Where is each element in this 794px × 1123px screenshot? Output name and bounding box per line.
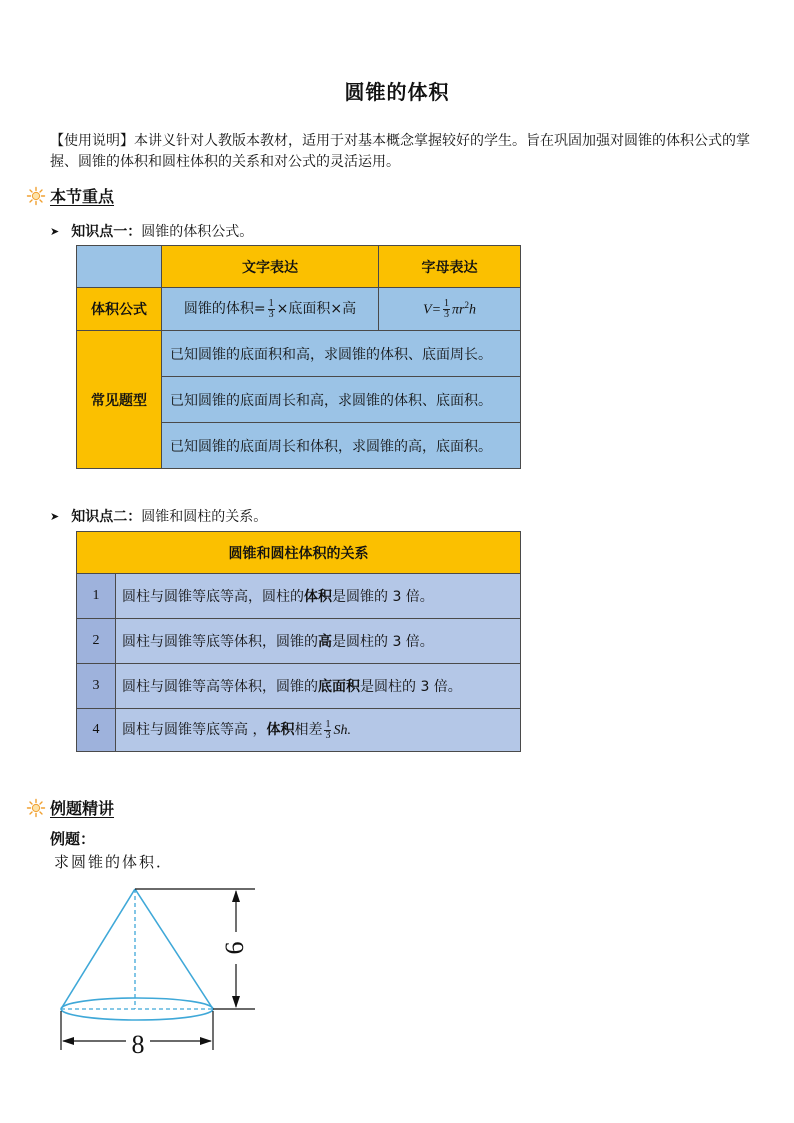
section-examples — [26, 796, 114, 819]
point-text: 圆锥和圆柱的关系。 — [141, 509, 268, 525]
knowledge-point-1 — [50, 221, 253, 241]
relation-text: 圆柱与圆锥等高等体积，圆锥的 — [122, 679, 318, 695]
row-label-formula: 体积公式 — [77, 288, 162, 331]
question-type-item: 已知圆锥的底面周长和体积，求圆锥的高，底面积。 — [162, 423, 521, 469]
cone-base-back — [61, 998, 213, 1009]
header-text-expression: 文字表达 — [162, 246, 379, 288]
relation-text: 是圆柱的 3 倍。 — [360, 679, 462, 695]
row-label-question-types: 常见题型 — [77, 331, 162, 469]
section-title: 本节重点 — [50, 187, 115, 206]
fraction-denominator: 3 — [268, 308, 274, 320]
arrow-up-icon — [232, 890, 240, 902]
relation-table-header: 圆锥和圆柱体积的关系 — [77, 532, 521, 574]
point-label: 知识点一： — [71, 224, 142, 240]
cone-right-edge — [135, 889, 213, 1009]
diameter-label: 8 — [131, 1030, 145, 1059]
section-title: 例题精讲 — [50, 799, 115, 818]
row-number: 2 — [77, 619, 116, 664]
usage-note: 【使用说明】本讲义针对人教版本教材，适用于对基本概念掌握较好的学生。旨在巩固加强对圆锥的体积公式的掌握、圆锥的体积和圆柱体积的关系和对公式的灵活运用。 — [50, 133, 750, 170]
relation-keyword: 高 — [318, 634, 332, 650]
page-title: 圆锥的体积 — [344, 80, 450, 104]
header-letter-expression: 字母表达 — [379, 246, 521, 288]
relation-text: 相差 — [294, 722, 323, 739]
relation-text: 圆柱与圆锥等底等体积，圆锥的 — [122, 634, 318, 650]
relation-keyword: 体积 — [304, 589, 332, 605]
row-number: 3 — [77, 664, 116, 709]
question-type-item: 已知圆锥的底面积和高，求圆锥的体积、底面周长。 — [162, 331, 521, 377]
formula-text-suffix: ×底面积×高 — [276, 301, 357, 318]
table-corner-cell — [77, 246, 162, 288]
fraction-denominator: 3 — [444, 308, 450, 320]
relation-keyword: 底面积 — [318, 679, 360, 695]
example-label: 例题： — [50, 830, 96, 848]
sun-icon — [26, 798, 46, 818]
arrow-down-icon — [232, 996, 240, 1008]
relation-row — [116, 709, 521, 752]
formula-table — [76, 245, 521, 469]
cone-diagram — [50, 880, 280, 1060]
fraction-numerator: 1 — [325, 718, 331, 730]
fraction-numerator: 1 — [268, 297, 274, 309]
fraction-denominator: 3 — [325, 729, 331, 741]
fraction — [268, 299, 275, 320]
arrow-left-icon — [62, 1037, 74, 1045]
arrow-bullet-icon: ➤ — [50, 224, 60, 238]
row-number: 1 — [77, 574, 116, 619]
knowledge-point-2 — [50, 506, 267, 526]
formula-exponent: 2 — [464, 299, 469, 310]
example-question: 求圆锥的体积． — [54, 853, 174, 871]
height-label: 6 — [220, 941, 249, 955]
point-text: 圆锥的体积公式。 — [141, 224, 254, 240]
relation-table — [76, 531, 521, 752]
formula-letter-suffix: πr — [452, 302, 465, 317]
sun-icon — [26, 186, 46, 206]
cone-left-edge — [61, 889, 135, 1009]
relation-text: 圆柱与圆锥等底等高 ， — [122, 722, 267, 739]
relation-row — [116, 574, 521, 619]
arrow-bullet-icon: ➤ — [50, 509, 60, 523]
formula-text-cell — [162, 288, 379, 331]
relation-row — [116, 664, 521, 709]
relation-row — [116, 619, 521, 664]
relation-text: 圆柱与圆锥等底等高，圆柱的 — [122, 589, 304, 605]
row-number: 4 — [77, 709, 116, 752]
section-key-points — [26, 184, 114, 207]
relation-formula-end: Sh. — [333, 723, 351, 739]
relation-text: 是圆柱的 3 倍。 — [332, 634, 434, 650]
arrow-right-icon — [200, 1037, 212, 1045]
point-label: 知识点二： — [71, 509, 142, 525]
relation-keyword: 体积 — [266, 722, 295, 739]
cone-base-front — [61, 1009, 213, 1020]
fraction — [324, 720, 331, 741]
formula-letter-prefix: V= — [423, 302, 442, 317]
fraction — [443, 299, 450, 320]
formula-text-prefix: 圆锥的体积= — [183, 301, 266, 318]
fraction-numerator: 1 — [444, 297, 450, 309]
question-type-item: 已知圆锥的底面周长和高，求圆锥的体积、底面积。 — [162, 377, 521, 423]
formula-letter-cell — [379, 288, 521, 331]
formula-letter-end: h — [468, 302, 476, 317]
relation-text: 是圆锥的 3 倍。 — [332, 589, 434, 605]
